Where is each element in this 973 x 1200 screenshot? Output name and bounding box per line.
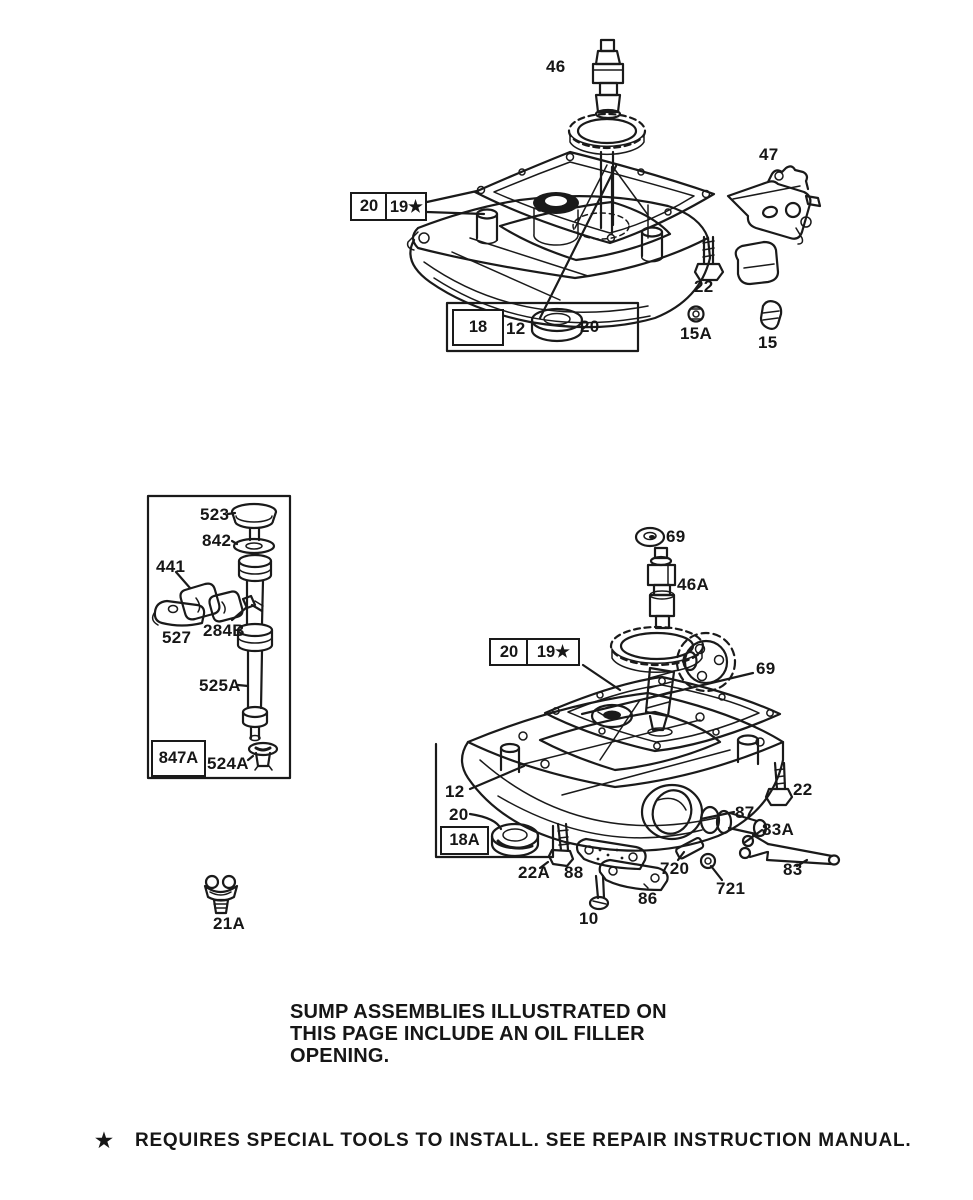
callout-22-top: 22	[694, 277, 714, 296]
callout-842: 842	[202, 531, 232, 550]
plug-15	[761, 301, 781, 329]
callout-525a: 525A	[199, 676, 241, 695]
oil-pump-assembly	[577, 785, 839, 909]
callout-12-bottom: 12	[445, 782, 465, 801]
top-sump-assembly	[408, 40, 820, 351]
callout-46: 46	[546, 57, 566, 76]
bolt-22a	[540, 824, 573, 868]
bottom-sump-assembly	[436, 528, 839, 909]
callout-21a: 21A	[213, 914, 246, 933]
callout-22a: 22A	[518, 863, 551, 882]
note-line-1: SUMP ASSEMBLIES ILLUSTRATED ON	[290, 1001, 667, 1023]
callout-523: 523	[200, 505, 230, 524]
callout-box-20-19-bottom	[489, 638, 580, 666]
callout-524a: 524A	[207, 754, 249, 773]
clamp-21a	[205, 876, 237, 913]
note-text	[290, 1001, 667, 1067]
bracket-47	[728, 166, 820, 244]
bolt-22-bottom	[766, 763, 792, 805]
camshaft-46a	[648, 548, 675, 628]
star-icon: ★	[95, 1130, 113, 1152]
callout-box-18: 18	[452, 309, 504, 346]
callout-46a: 46A	[677, 575, 710, 594]
callout-15a: 15A	[680, 324, 713, 343]
callout-box-20-19-top	[350, 192, 427, 221]
callout-88: 88	[564, 863, 584, 882]
callout-527: 527	[162, 628, 192, 647]
nut-15a	[689, 307, 704, 322]
callout-12-top: 12	[506, 319, 526, 338]
callout-box-19-star-b: 19★	[526, 638, 580, 666]
footnote-text: REQUIRES SPECIAL TOOLS TO INSTALL. SEE REPAIR INSTRUCTION MANUAL.	[134, 1130, 912, 1151]
callout-87: 87	[735, 803, 755, 822]
callout-721: 721	[716, 879, 746, 898]
callout-83a: 83A	[762, 820, 795, 839]
callout-box-20: 20	[350, 192, 388, 221]
callout-69-top: 69	[666, 527, 686, 546]
callout-15: 15	[758, 333, 778, 352]
callout-box-20-b: 20	[489, 638, 529, 666]
callout-441: 441	[156, 557, 186, 576]
callout-box-19-star: 19★	[385, 192, 427, 221]
callout-10: 10	[579, 909, 599, 928]
callout-22-bottom: 22	[793, 780, 813, 799]
callout-720: 720	[660, 859, 690, 878]
callout-box-847a: 847A	[151, 740, 206, 777]
callout-20-top: 20	[580, 317, 600, 336]
note-line-2: THIS PAGE INCLUDE AN OIL FILLER	[290, 1023, 645, 1045]
footnote	[95, 1128, 911, 1153]
callout-284b: 284B	[203, 621, 245, 640]
callout-box-18a: 18A	[440, 826, 489, 855]
callout-69-right: 69	[756, 659, 776, 678]
callout-47: 47	[759, 145, 779, 164]
note-line-3: OPENING.	[290, 1045, 390, 1067]
callout-83: 83	[783, 860, 803, 879]
callout-86: 86	[638, 889, 658, 908]
callout-20-bottom: 20	[449, 805, 469, 824]
